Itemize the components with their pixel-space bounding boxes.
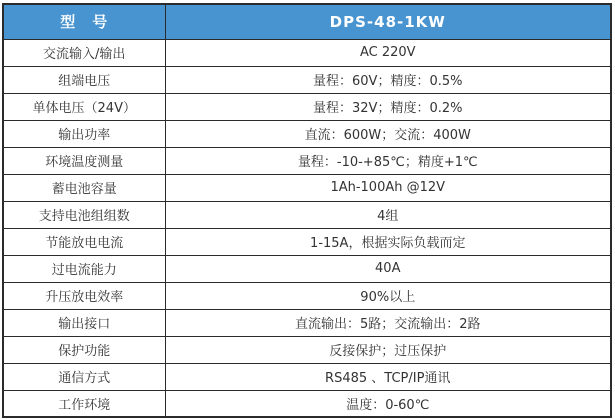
- spec-value-cell: RS485 、TCP/IP通讯: [165, 363, 611, 390]
- table-row: [3, 147, 611, 174]
- table-row: [3, 228, 611, 255]
- model-header-label: 型 号: [3, 4, 165, 39]
- spec-table-header-row: [3, 4, 611, 39]
- table-row: [3, 39, 611, 66]
- spec-value-cell: 90%以上: [165, 282, 611, 309]
- spec-value-cell: 直流输出：5路；交流输出：2路: [165, 309, 611, 336]
- table-row: [3, 93, 611, 120]
- spec-value-cell: 量程：-10-+85℃；精度+1℃: [165, 147, 611, 174]
- spec-label-cell: 保护功能: [3, 336, 165, 363]
- spec-table: [2, 3, 612, 418]
- spec-label-cell: 工作环境: [3, 390, 165, 417]
- table-row: [3, 201, 611, 228]
- spec-value-cell: 1Ah-100Ah @12V: [165, 174, 611, 201]
- table-row: [3, 255, 611, 282]
- spec-label-cell: 节能放电电流: [3, 228, 165, 255]
- table-row: [3, 390, 611, 417]
- spec-label-cell: 通信方式: [3, 363, 165, 390]
- model-header-value: DPS-48-1KW: [165, 4, 611, 39]
- table-row: [3, 363, 611, 390]
- spec-label-cell: 环境温度测量: [3, 147, 165, 174]
- spec-label-cell: 支持电池组组数: [3, 201, 165, 228]
- spec-label-cell: 升压放电效率: [3, 282, 165, 309]
- spec-label-cell: 过电流能力: [3, 255, 165, 282]
- spec-value-cell: AC 220V: [165, 39, 611, 66]
- table-row: [3, 282, 611, 309]
- table-row: [3, 66, 611, 93]
- spec-value-cell: 量程：32V；精度：0.2%: [165, 93, 611, 120]
- spec-value-cell: 4组: [165, 201, 611, 228]
- table-row: [3, 309, 611, 336]
- spec-value-cell: 温度：0-60℃: [165, 390, 611, 417]
- spec-value-cell: 反接保护；过压保护: [165, 336, 611, 363]
- spec-label-cell: 单体电压（24V）: [3, 93, 165, 120]
- spec-value-cell: 40A: [165, 255, 611, 282]
- spec-value-cell: 量程：60V；精度：0.5%: [165, 66, 611, 93]
- spec-value-cell: 直流：600W；交流：400W: [165, 120, 611, 147]
- table-row: [3, 336, 611, 363]
- spec-label-cell: 蓄电池容量: [3, 174, 165, 201]
- spec-table-body: [3, 39, 611, 417]
- spec-value-cell: 1-15A，根据实际负载而定: [165, 228, 611, 255]
- table-row: [3, 174, 611, 201]
- spec-label-cell: 输出功率: [3, 120, 165, 147]
- table-row: [3, 120, 611, 147]
- spec-table-container: [2, 3, 612, 416]
- spec-label-cell: 交流输入/输出: [3, 39, 165, 66]
- spec-label-cell: 组端电压: [3, 66, 165, 93]
- spec-label-cell: 输出接口: [3, 309, 165, 336]
